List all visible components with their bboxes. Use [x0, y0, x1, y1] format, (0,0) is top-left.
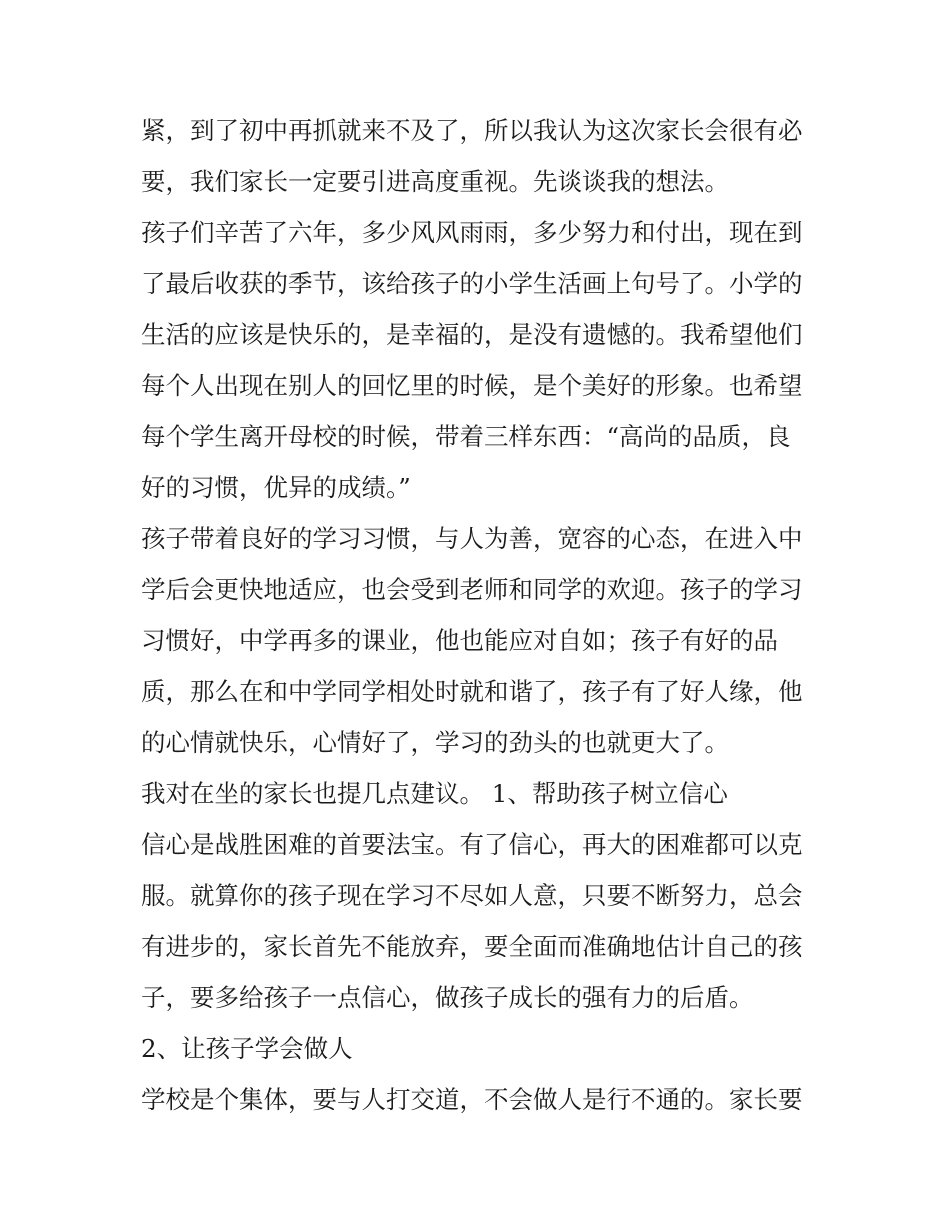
text-line: 生活的应该是快乐的，是幸福的，是没有遗憾的。我希望他们: [141, 320, 803, 349]
text-line: 质，那么在和中学同学相处时就和谐了，孩子有了好人缘，他: [141, 677, 803, 706]
text-line: 孩子们辛苦了六年，多少风风雨雨，多少努力和付出，现在到: [141, 218, 803, 247]
text-line: 紧，到了初中再抓就来不及了，所以我认为这次家长会很有必: [141, 116, 803, 145]
text-line: 习惯好，中学再多的课业，他也能应对自如；孩子有好的品: [141, 626, 778, 655]
text-line: 好的习惯，优异的成绩。”: [141, 473, 411, 502]
text-line: 学后会更快地适应，也会受到老师和同学的欢迎。孩子的学习: [141, 575, 803, 604]
text-line: 学校是个集体，要与人打交道，不会做人是行不通的。家长要: [141, 1085, 803, 1114]
text-line: 了最后收获的季节，该给孩子的小学生活画上句号了。小学的: [141, 269, 803, 298]
text-line: 孩子带着良好的学习习惯，与人为善，宽容的心态，在进入中: [141, 524, 803, 553]
text-line: 2、让孩子学会做人: [141, 1034, 353, 1063]
text-line: 每个人出现在别人的回忆里的时候，是个美好的形象。也希望: [141, 371, 803, 400]
text-line: 有进步的，家长首先不能放弃，要全面而准确地估计自己的孩: [141, 932, 803, 961]
text-line: 每个学生离开母校的时候，带着三样东西：“高尚的品质，良: [141, 422, 791, 451]
text-line: 我对在坐的家长也提几点建议。 1、帮助孩子树立信心: [141, 779, 728, 808]
body-text: [141, 105, 821, 1125]
text-line: 的心情就快乐，心情好了，学习的劲头的也就更大了。: [141, 728, 729, 757]
text-line: 信心是战胜困难的首要法宝。有了信心，再大的困难都可以克: [141, 830, 803, 859]
text-line: 子，要多给孩子一点信心，做孩子成长的强有力的后盾。: [141, 983, 754, 1012]
text-line: 服。就算你的孩子现在学习不尽如人意，只要不断努力，总会: [141, 881, 803, 910]
text-line: 要，我们家长一定要引进高度重视。先谈谈我的想法。: [141, 167, 729, 196]
